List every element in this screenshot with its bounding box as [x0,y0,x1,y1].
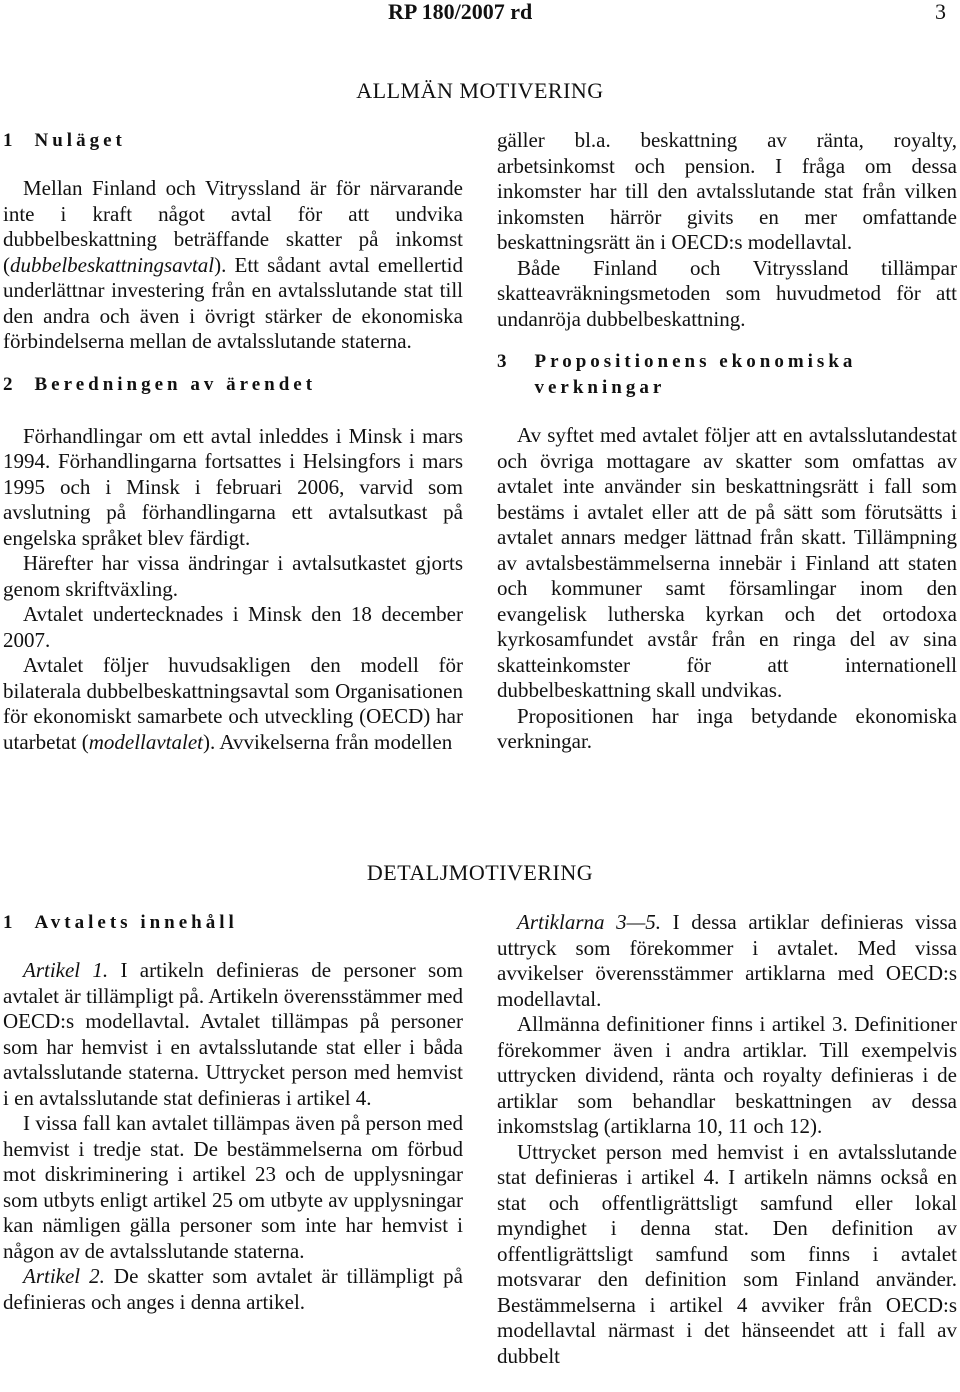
section-title: Beredningen av ärendet [34,373,317,395]
paragraph: Propositionen har inga betydande ekonomiska verkningar. [497,703,957,753]
paragraph [497,910,957,1012]
paragraph: Av syftet med avtalet följer att en avtalsslutandestat och övriga mottagare av skatter som omfattas av avtalet inte använder sin beskattningsrätt i fall som bestäms i avtalet eller att de på sätt som förutsätts i avtalet annars medger lättnad från skatt. Tillämpning av avtalsbestämmelserna innebär i Finland att staten och kommuner samt församlingar inom den evangelisk lutherska kyrkan och det ortodoxa kyrkosamfundet avstår från en ringa del av sina skatteinkomster för att internationell dubbelbeskattning skall undvikas. [497,423,957,702]
paragraph: Uttrycket person med hemvist i en avtalsslutande stat definieras i artikel 4. I artikeln nämns också en stat och offentligrättsligt samfund eller lokal myndighet i denna stat. Den definition av offentligrättsligt samfund som finns i avtalet motsvarar den definition som Finland använder. Bestämmelserna i artikel 4 avviker från OECD:s modellavtal närmast i det hänseendet att i fall av dubbelt [497,1139,957,1368]
paragraph: gäller bl.a. beskattning av ränta, royalty, arbetsinkomst och pension. I fråga om dessa inkomster har till den avtalsslutande stat från vilken inkomsten härrör givits en mer omfattande beskattningsrätt än i OECD:s modellavtal. [497,128,957,254]
section-number: 1 [3,130,13,151]
text: I artikeln definieras de personer som avtalet är tillämpligt på. Artikeln överensstämmer med OECD:s modellavtal. Avtalet tillämpas på personer som har hemvist i en avtalsslutande stat eller i båda avtalsslutande staterna. Uttrycket person med hemvist i en avtalsslutande stat definieras i artikel 4. [3,958,463,1110]
section-number: 3 [497,351,507,372]
emphasis: Artiklarna 3—5. [517,910,662,934]
page-number: 3 [935,0,946,24]
text: ). Avvikelserna från modellen [203,729,453,754]
detail-heading: DETALJMOTIVERING [366,860,594,885]
text: Avtalet följer huvudsakligen den modell för bilaterala dubbelbeskattningsavtal som Organisationen för ekonomiskt samarbete och utveckling (OECD) har utarbetat ( [3,653,463,754]
section-2-heading [3,372,463,398]
document-id: RP 180/2007 rd [388,0,533,24]
paragraph: I vissa fall kan avtalet tillämpas även på person med hemvist i tredje stat. De bestämmelserna om förbud mot diskriminering i artikel 23 och de upplysningar som utbyts enligt artikel 25 om utbyte av upplysningar kan nämligen gälla personer som inte har hemvist i någon av de avtalsslutande staterna. [3,1111,463,1263]
emphasis: Artikel 2. [23,1264,105,1288]
paragraph: Avtalet undertecknades i Minsk den 18 december 2007. [3,602,463,652]
title-line: Propositionens ekonomiska [534,351,857,372]
left-column-bottom [3,910,463,1315]
text: ). Ett sådant avtal emellertid underlättnar investering från en avtalsslutande stat till den andra och även i övrigt stärker de ekonomiska förbindelserna mellan de avtalsslutande staterna. [3,252,463,353]
paragraph [3,1264,463,1315]
section-title: Nuläget [34,130,126,151]
page-header [0,0,960,28]
emphasis: modellavtalet [88,729,204,754]
section-title [535,349,857,401]
left-column-top [3,128,463,755]
section-title: Avtalets innehåll [34,912,238,933]
paragraph: Härefter har vissa ändringar i avtalsutkastet gjorts genom skriftväxling. [3,551,463,601]
section-number: 1 [3,912,13,933]
section-1-heading [3,128,463,154]
text: Mellan Finland och Vitryssland är för närvarande inte i kraft något avtal för att undvika dubbelbeskattning beträffande skatter på inkomst ( [3,176,463,277]
paragraph [3,653,463,755]
text: De skatter som avtalet är tillämpligt på definieras och anges i denna artikel. [3,1264,463,1314]
section-heading [3,910,463,936]
right-column-bottom [497,910,957,1369]
paragraph: Förhandlingar om ett avtal inleddes i Minsk i mars 1994. Förhandlingarna fortsattes i Helsingfors i mars 1995 och i Minsk i februari 2006, varvid som avslutning på förhandlingarna ett avtalsutkast på engelska språket blev färdigt. [3,423,463,550]
title-line: verkningar [534,377,666,398]
section-number: 2 [3,373,13,395]
section-3-heading [497,349,957,401]
emphasis: dubbelbeskattningsavtal [10,252,215,277]
paragraph [3,958,463,1111]
right-column-top [497,128,957,755]
general-heading: ALLMÄN MOTIVERING [356,78,604,103]
text: I dessa artiklar definieras vissa uttryck som förekommer i avtalet. Med vissa avvikelser överensstämmer artiklarna med OECD:s modellavtal. [497,910,957,1011]
emphasis: Artikel 1. [23,958,109,982]
paragraph [3,176,463,355]
paragraph: Både Finland och Vitryssland tillämpar skatteavräkningsmetoden som huvudmetod för att undanröja dubbelbeskattning. [497,255,957,331]
paragraph: Allmänna definitioner finns i artikel 3. Definitioner förekommer även i andra artiklar. Till exempelvis uttrycken dividend, ränta och royalty definieras i de artiklar som behandlar beskattningen av dessa inkomstslag (artiklarna 10, 11 och 12). [497,1012,957,1138]
